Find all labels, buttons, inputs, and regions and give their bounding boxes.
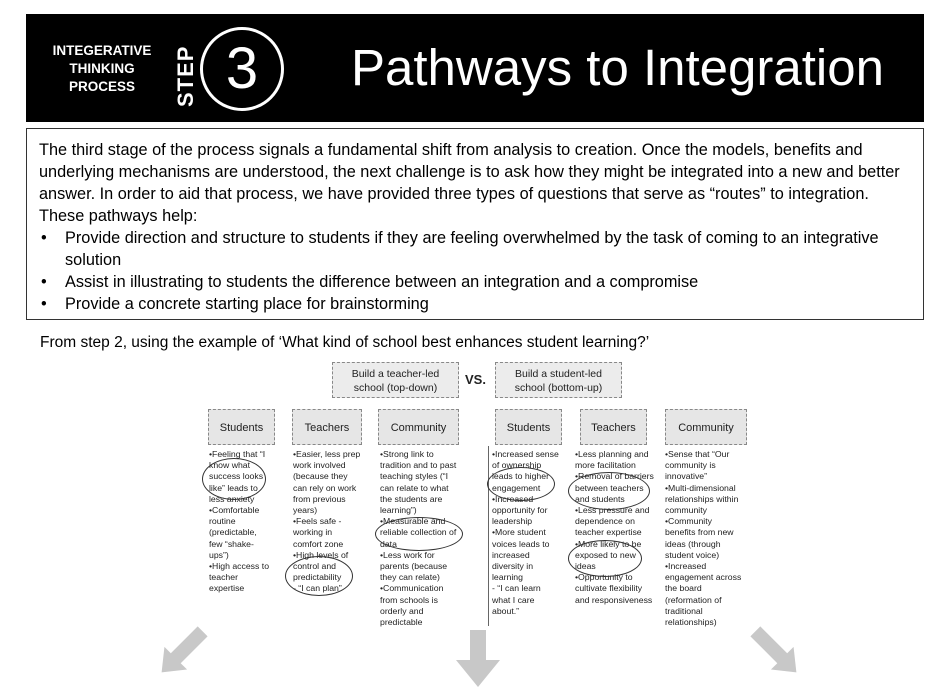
model-divider (488, 446, 489, 626)
header-banner (26, 14, 924, 122)
highlight-circle (202, 458, 266, 500)
highlight-circle (487, 467, 555, 501)
process-label-line-2: THINKING (69, 61, 135, 76)
right-community-benefits: •Sense that “Our community is innovative” •Multi-dimensional relationships within community •Community benefits from new ideas (through student voice) •Increased engagement across the board (reformation of traditional relationships) (665, 449, 742, 628)
arrow-down-left-icon (150, 620, 210, 687)
vs-label: VS. (465, 372, 486, 387)
step-number-circle: 3 (200, 27, 284, 111)
process-label-line-1: INTEGERATIVE (52, 43, 152, 58)
left-community-header: Community (378, 409, 459, 445)
right-model-box: Build a student-led school (bottom-up) (495, 362, 622, 398)
left-teachers-benefits: •Easier, less prep work involved (because they can rely on work from previous years) •Feels safe - working in comfort zone •High levels of control and predictability - “I can plan” (293, 449, 361, 594)
intro-paragraph: The third stage of the process signals a fundamental shift from analysis to creation. Once the models, benefits and underlying mechanisms are understood, the next challenge is to ask how they might be integrated into a new and better answer. In order to aid that process, we have provided three types of questions that serve as “routes” to integration. These pathways help: (39, 141, 900, 225)
right-students-benefits: •Increased sense of ownership leads to higher engagement •Increased opportunity for leadership •More student voices leads to increased diversity in learning - “I can learn what I care about.” (492, 449, 559, 616)
right-teachers-header: Teachers (580, 409, 647, 445)
highlight-circle (568, 540, 642, 577)
intro-bullet-list (39, 227, 911, 315)
highlight-circle (568, 472, 650, 510)
highlight-circle (375, 517, 463, 551)
highlight-circle (285, 556, 353, 596)
left-model-box: Build a teacher-led school (top-down) (332, 362, 459, 398)
right-teachers-benefits: •Less planning and more facilitation •Removal of barriers between teachers and students •Less pressure and dependence on teacher expertise •More likely to be exposed to new ideas •Opportunity to cultivate flexibility and responsiveness (575, 449, 654, 605)
page-title: Pathways to Integration (351, 39, 884, 96)
step-label: STEP (173, 45, 198, 107)
example-caption: From step 2, using the example of ‘What kind of school best enhances student learning?’ (40, 334, 650, 351)
right-students-header: Students (495, 409, 562, 445)
left-teachers-header: Teachers (292, 409, 362, 445)
intro-box (26, 128, 924, 320)
intro-bullet: • Assist in illustrating to students the difference between an integration and a compromise (65, 271, 911, 293)
right-community-header: Community (665, 409, 747, 445)
process-label-line-3: PROCESS (68, 79, 136, 94)
arrow-down-icon (453, 630, 503, 687)
intro-bullet: • Provide a concrete starting place for brainstorming (65, 293, 911, 315)
arrow-down-right-icon (748, 620, 808, 687)
left-students-benefits: •Feeling that “I know what success looks like” leads to less anxiety •Comfortable routine (predictable, few “shake- ups”) •High access to teacher expertise (209, 449, 270, 594)
left-students-header: Students (208, 409, 275, 445)
left-community-benefits: •Strong link to tradition and to past teaching styles (“I can relate to what the students are learning”) •Measurable and reliable collection of data •Less work for parents (because they can relate) •Communication from schools is orderly and predictable (380, 449, 457, 628)
intro-bullet: • Provide direction and structure to students if they are feeling overwhelmed by the task of coming to an integrative solution (65, 227, 911, 271)
